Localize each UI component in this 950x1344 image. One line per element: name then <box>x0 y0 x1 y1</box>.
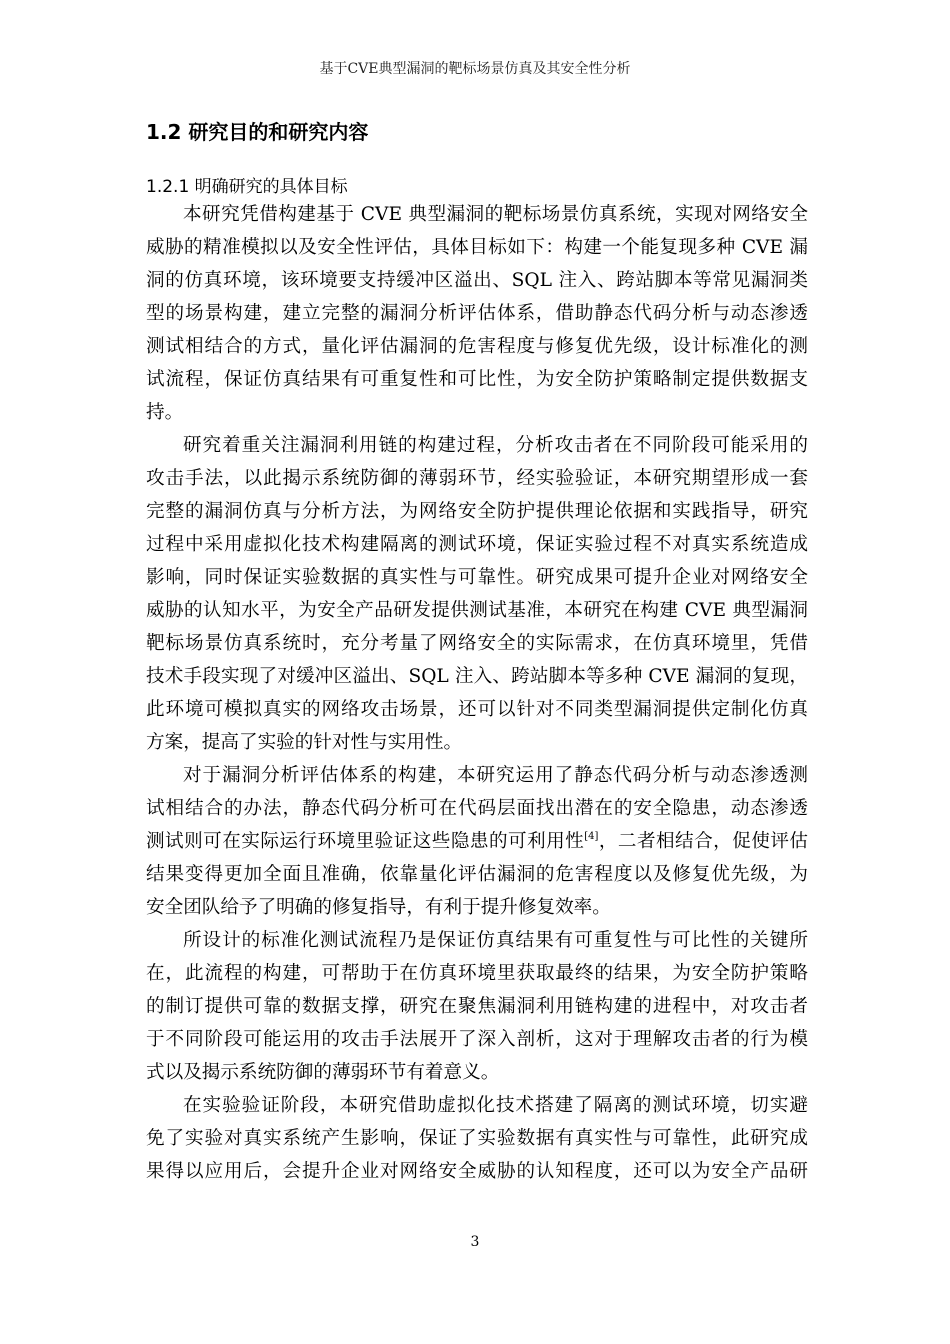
text-line <box>146 726 808 759</box>
text-segment: 试相结合的办法，静态代码分析可在代码层面找出潜在的安全隐患，动态渗透 <box>146 798 808 819</box>
text-line <box>146 561 808 594</box>
text-segment: 完整的漏洞仿真与分析方法，为网络安全防护提供理论依据和实践指导，研究 <box>146 501 808 522</box>
text-line <box>146 330 808 363</box>
text-segment: 本研究凭借构建基于 CVE 典型漏洞的靶标场景仿真系统，实现对网络安全 <box>183 204 808 225</box>
paragraph <box>146 198 808 429</box>
text-line <box>146 231 808 264</box>
text-segment: 于不同阶段可能运用的攻击手法展开了深入剖析，这对于理解攻击者的行为模 <box>146 1029 808 1050</box>
section-title: 1.2 研究目的和研究内容 <box>146 120 369 144</box>
text-line <box>146 264 808 297</box>
text-line <box>146 990 808 1023</box>
text-line <box>146 792 808 825</box>
text-segment: 对于漏洞分析评估体系的构建，本研究运用了静态代码分析与动态渗透测 <box>183 765 808 786</box>
text-line <box>146 627 808 660</box>
text-line <box>146 693 808 726</box>
text-line <box>146 495 808 528</box>
paragraph <box>146 759 808 924</box>
text-segment: 此环境可模拟真实的网络攻击场景，还可以针对不同类型漏洞提供定制化仿真 <box>146 699 808 720</box>
text-line <box>146 957 808 990</box>
text-segment: 研究着重关注漏洞利用链的构建过程，分析攻击者在不同阶段可能采用的 <box>183 435 808 456</box>
text-segment: 持。 <box>146 402 184 423</box>
text-segment: 威胁的精准模拟以及安全性评估，具体目标如下：构建一个能复现多种 CVE 漏 <box>146 237 808 258</box>
text-line <box>146 1023 808 1056</box>
text-segment: 式以及揭示系统防御的薄弱环节有着意义。 <box>146 1062 500 1083</box>
text-line <box>146 891 808 924</box>
text-segment: 的制订提供可靠的数据支撑，研究在聚焦漏洞利用链构建的进程中，对攻击者 <box>146 996 808 1017</box>
text-line <box>146 1056 808 1089</box>
text-line <box>146 858 808 891</box>
text-line <box>146 594 808 627</box>
paragraph <box>146 1089 808 1188</box>
text-segment: 攻击手法，以此揭示系统防御的薄弱环节，经实验验证，本研究期望形成一套 <box>146 468 808 489</box>
text-segment: 试流程，保证仿真结果有可重复性和可比性，为安全防护策略制定提供数据支 <box>146 369 808 390</box>
text-line <box>146 363 808 396</box>
text-line <box>146 528 808 561</box>
text-segment: 靶标场景仿真系统时，充分考量了网络安全的实际需求，在仿真环境里，凭借 <box>146 633 808 654</box>
text-segment: 影响，同时保证实验数据的真实性与可靠性。研究成果可提升企业对网络安全 <box>146 567 808 588</box>
running-header: 基于CVE典型漏洞的靶标场景仿真及其安全性分析 <box>319 61 631 77</box>
text-line <box>146 924 808 957</box>
citation-superscript: [4] <box>584 831 599 842</box>
text-line <box>146 297 808 330</box>
text-segment: 在实验验证阶段，本研究借助虚拟化技术搭建了隔离的测试环境，切实避 <box>183 1095 808 1116</box>
text-segment: 方案，提高了实验的针对性与实用性。 <box>146 732 463 753</box>
text-segment: ，二者相结合，促使评估 <box>598 831 808 852</box>
text-line <box>146 396 808 429</box>
text-line <box>146 1089 808 1122</box>
text-line <box>146 198 808 231</box>
text-segment: 免了实验对真实系统产生影响，保证了实验数据有真实性与可靠性，此研究成 <box>146 1128 808 1149</box>
text-segment: 过程中采用虚拟化技术构建隔离的测试环境，保证实验过程不对真实系统造成 <box>146 534 808 555</box>
paragraph <box>146 429 808 759</box>
text-line <box>146 1122 808 1155</box>
text-segment: 在，此流程的构建，可帮助于在仿真环境里获取最终的结果，为安全防护策略 <box>146 963 808 984</box>
text-segment: 洞的仿真环境，该环境要支持缓冲区溢出、SQL 注入、跨站脚本等常见漏洞类 <box>146 270 808 291</box>
text-line <box>146 429 808 462</box>
text-segment: 技术手段实现了对缓冲区溢出、SQL 注入、跨站脚本等多种 CVE 漏洞的复现， <box>146 666 808 687</box>
text-segment: 安全团队给予了明确的修复指导，有利于提升修复效率。 <box>146 897 611 918</box>
paragraph <box>146 924 808 1089</box>
body-text <box>146 198 808 1188</box>
page-number: 3 <box>470 1234 480 1250</box>
text-segment: 测试则可在实际运行环境里验证这些隐患的可利用性 <box>146 831 585 852</box>
text-segment: 型的场景构建，建立完整的漏洞分析评估体系，借助静态代码分析与动态渗透 <box>146 303 808 324</box>
text-segment: 结果变得更加全面且准确，依靠量化评估漏洞的危害程度以及修复优先级，为 <box>146 864 808 885</box>
text-line <box>146 1155 808 1188</box>
text-segment: 威胁的认知水平，为安全产品研发提供测试基准，本研究在构建 CVE 典型漏洞 <box>146 600 808 621</box>
text-segment: 测试相结合的方式，量化评估漏洞的危害程度与修复优先级，设计标准化的测 <box>146 336 808 357</box>
text-segment: 果得以应用后，会提升企业对网络安全威胁的认知程度，还可以为安全产品研 <box>146 1161 808 1182</box>
text-line <box>146 462 808 495</box>
text-line <box>146 660 808 693</box>
text-line <box>146 825 808 858</box>
text-line <box>146 759 808 792</box>
subsection-title: 1.2.1 明确研究的具体目标 <box>146 177 348 197</box>
text-segment: 所设计的标准化测试流程乃是保证仿真结果有可重复性与可比性的关键所 <box>183 930 808 951</box>
